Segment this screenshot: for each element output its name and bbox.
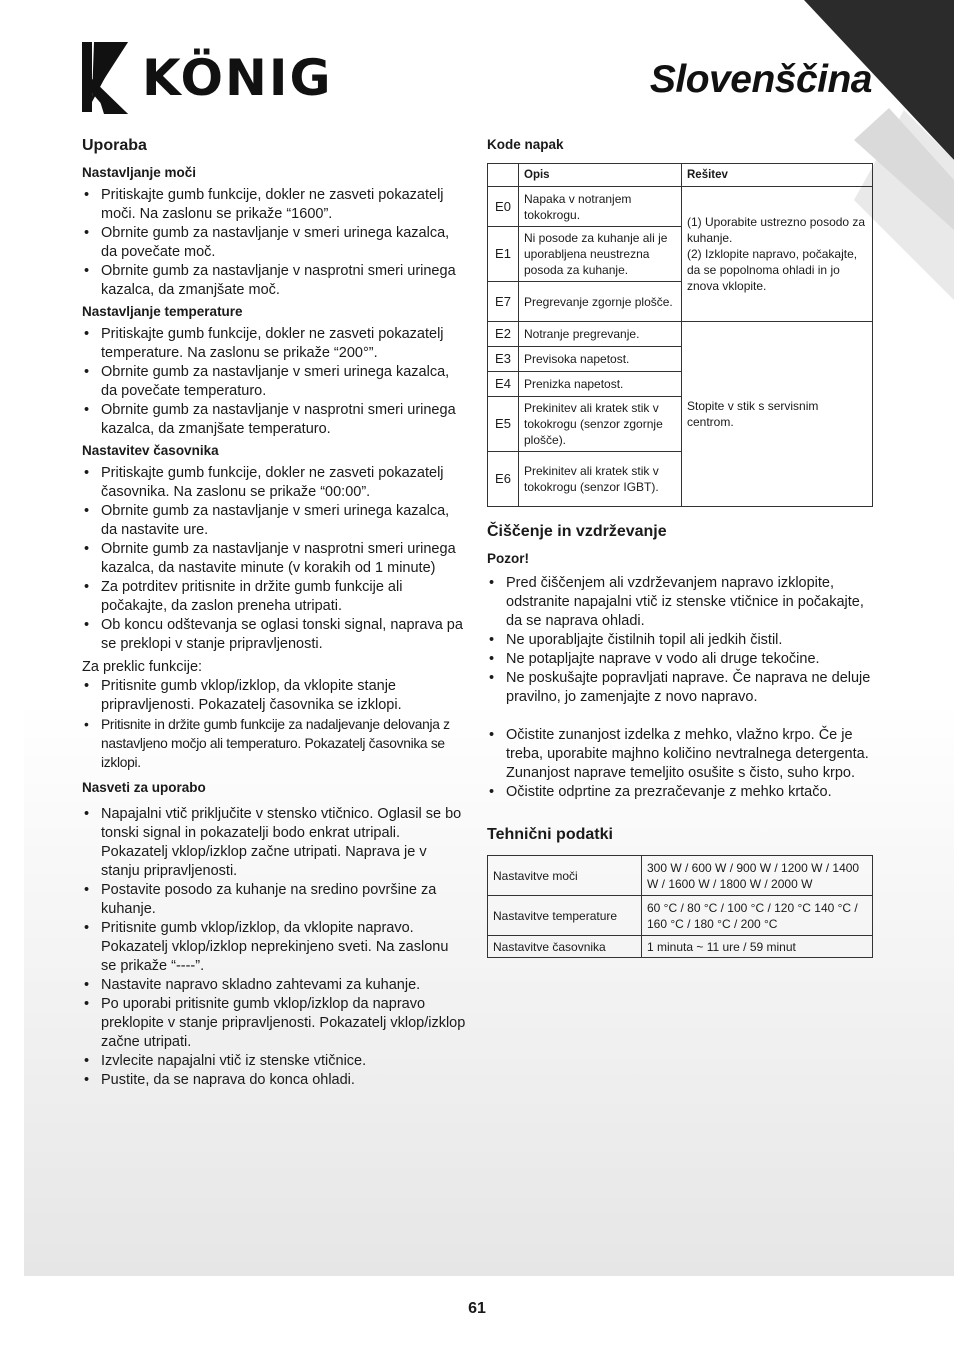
- cancel-label: Za preklic funkcije:: [82, 659, 203, 675]
- power-heading: Nastavljanje moči: [82, 165, 197, 180]
- temperature-heading: Nastavljanje temperature: [82, 304, 243, 319]
- error-description: Ni posode za kuhanje ali je uporabljena neustrezna posoda za kuhanje.: [519, 227, 682, 282]
- spec-value: 60 °C / 80 °C / 100 °C / 120 °C 140 °C / 160 °C / 180 °C / 200 °C: [642, 896, 873, 936]
- list-item: • Pustite, da se naprava do konca ohladi.: [82, 1071, 467, 1090]
- list-item: • Napajalni vtič priključite v stensko vtičnico. Oglasil se bo tonski signal in pokazatelji bodo enkrat utripali. Pokazatelj vklop/izklop začne utripati. Naprava je v stanju pripravljenosti.: [82, 805, 467, 881]
- tips-heading: Nasveti za uporabo: [82, 780, 206, 795]
- brand-name: KÖNIG: [142, 49, 333, 107]
- konig-logo: [80, 42, 336, 119]
- list-item: • Ne poskušajte popravljati naprave. Če naprava ne deluje pravilno, jo zamenjajte z novo napravo.: [487, 669, 873, 707]
- error-code: E7: [488, 282, 519, 322]
- temperature-list: [82, 325, 467, 439]
- timer-heading: Nastavitev časovnika: [82, 443, 219, 458]
- spec-value: 1 minuta ~ 11 ure / 59 minut: [642, 936, 873, 958]
- power-list: [82, 186, 467, 300]
- error-code: E1: [488, 227, 519, 282]
- list-item: • Očistite zunanjost izdelka z mehko, vlažno krpo. Če je treba, uporabite majhno količino nevtralnega detergenta. Zunanjost naprave temeljito osušite s čisto, suho krpo.: [487, 726, 873, 783]
- error-codes-heading: Kode napak: [487, 137, 564, 152]
- list-item: • Obrnite gumb za nastavljanje v smeri urinega kazalca, da povečate moč.: [82, 224, 467, 262]
- table-row: [488, 896, 873, 936]
- error-description: Notranje pregrevanje.: [519, 322, 682, 347]
- right-column: [487, 137, 873, 958]
- list-item: • Obrnite gumb za nastavljanje v smeri urinega kazalca, da povečate temperaturo.: [82, 363, 467, 401]
- spec-label: Nastavitve temperature: [488, 896, 642, 936]
- list-item: • Ne potapljajte naprave v vodo ali druge tekočine.: [487, 650, 873, 669]
- error-code: E3: [488, 347, 519, 372]
- list-item: • Očistite odprtine za prezračevanje z mehko krtačo.: [487, 783, 873, 802]
- cleaning-list-2: [487, 726, 873, 802]
- specs-title: Tehnični podatki: [487, 826, 613, 843]
- cleaning-title: Čiščenje in vzdrževanje: [487, 523, 667, 540]
- list-item: • Po uporabi pritisnite gumb vklop/izklop da napravo preklopite v stanje pripravljenosti. Pokazatelj vklop/izklop začne utripati.: [82, 995, 467, 1052]
- language-title: Slovenščina: [649, 58, 872, 101]
- page-number: 61: [468, 1300, 486, 1317]
- code-column-header: [488, 164, 519, 187]
- list-item: • Ne uporabljajte čistilnih topil ali jedkih čistil.: [487, 631, 873, 650]
- error-code: E0: [488, 187, 519, 227]
- list-item: • Obrnite gumb za nastavljanje v nasprotni smeri urinega kazalca, da zmanjšate temperaturo.: [82, 401, 467, 439]
- error-solution: Stopite v stik s servisnim centrom.: [682, 322, 873, 507]
- error-description: Prenizka napetost.: [519, 372, 682, 397]
- error-description: Previsoka napetost.: [519, 347, 682, 372]
- list-item: • Obrnite gumb za nastavljanje v nasprotni smeri urinega kazalca, da nastavite minute (v korakih od 1 minute): [82, 540, 467, 578]
- list-item: • Postavite posodo za kuhanje na sredino površine za kuhanje.: [82, 881, 467, 919]
- caution-heading: Pozor!: [487, 551, 529, 566]
- list-item: • Nastavite napravo skladno zahtevami za kuhanje.: [82, 976, 467, 995]
- tips-list: [82, 805, 467, 1090]
- error-code: E2: [488, 322, 519, 347]
- list-item: • Pritisnite gumb vklop/izklop, da vklopite stanje pripravljenosti. Pokazatelj časovnika se izklopi.: [82, 677, 467, 715]
- table-row: [488, 856, 873, 896]
- cancel-list: [82, 677, 467, 772]
- list-item: • Pritisnite in držite gumb funkcije za nadaljevanje delovanja z nastavljeno močjo ali temperaturo. Pokazatelj časovnika se izklopi.: [82, 715, 467, 772]
- error-description: Prekinitev ali kratek stik v tokokrogu (senzor zgornje plošče).: [519, 397, 682, 452]
- error-description: Prekinitev ali kratek stik v tokokrogu (senzor IGBT).: [519, 452, 682, 507]
- list-item: • Obrnite gumb za nastavljanje v smeri urinega kazalca, da nastavite ure.: [82, 502, 467, 540]
- list-item: • Pred čiščenjem ali vzdrževanjem napravo izklopite, odstranite napajalni vtič iz stenske vtičnice in počakajte, da se naprava ohladi.: [487, 574, 873, 631]
- solution-column-header: Rešitev: [682, 164, 873, 187]
- list-item: • Pritiskajte gumb funkcije, dokler ne zasveti pokazatelj moči. Na zaslonu se prikaže “1600”.: [82, 186, 467, 224]
- error-code: E5: [488, 397, 519, 452]
- error-code: E6: [488, 452, 519, 507]
- spec-label: Nastavitve časovnika: [488, 936, 642, 958]
- error-solution: (1) Uporabite ustrezno posodo za kuhanje. (2) Izklopite napravo, počakajte, da se popolnoma ohladi in jo znova vklopite.: [682, 187, 873, 322]
- list-item: • Pritisnite gumb vklop/izklop, da vklopite napravo. Pokazatelj vklop/izklop neprekinjeno sveti. Na zaslonu se prikaže “----”.: [82, 919, 467, 976]
- list-item: • Za potrditev pritisnite in držite gumb funkcije ali počakajte, da zaslon preneha utripati.: [82, 578, 467, 616]
- list-item: • Ob koncu odštevanja se oglasi tonski signal, naprava pa se preklopi v stanje pripravljenosti.: [82, 616, 467, 654]
- specs-table: [487, 855, 873, 958]
- list-item: • Obrnite gumb za nastavljanje v nasprotni smeri urinega kazalca, da zmanjšate moč.: [82, 262, 467, 300]
- table-header-row: [488, 164, 873, 187]
- timer-list: [82, 464, 467, 654]
- error-description: Napaka v notranjem tokokrogu.: [519, 187, 682, 227]
- table-row: [488, 187, 873, 227]
- usage-column: [82, 137, 467, 1094]
- description-column-header: Opis: [519, 164, 682, 187]
- spec-value: 300 W / 600 W / 900 W / 1200 W / 1400 W / 1600 W / 1800 W / 2000 W: [642, 856, 873, 896]
- usage-title: Uporaba: [82, 137, 147, 154]
- cleaning-list-1: [487, 574, 873, 707]
- list-item: • Pritiskajte gumb funkcije, dokler ne zasveti pokazatelj temperature. Na zaslonu se prikaže “200°”.: [82, 325, 467, 363]
- error-codes-table: [487, 163, 873, 507]
- table-row: [488, 936, 873, 958]
- list-item: • Izvlecite napajalni vtič iz stenske vtičnice.: [82, 1052, 467, 1071]
- spec-label: Nastavitve moči: [488, 856, 642, 896]
- error-description: Pregrevanje zgornje plošče.: [519, 282, 682, 322]
- error-code: E4: [488, 372, 519, 397]
- list-item: • Pritiskajte gumb funkcije, dokler ne zasveti pokazatelj časovnika. Na zaslonu se prikaže “00:00”.: [82, 464, 467, 502]
- table-row: [488, 322, 873, 347]
